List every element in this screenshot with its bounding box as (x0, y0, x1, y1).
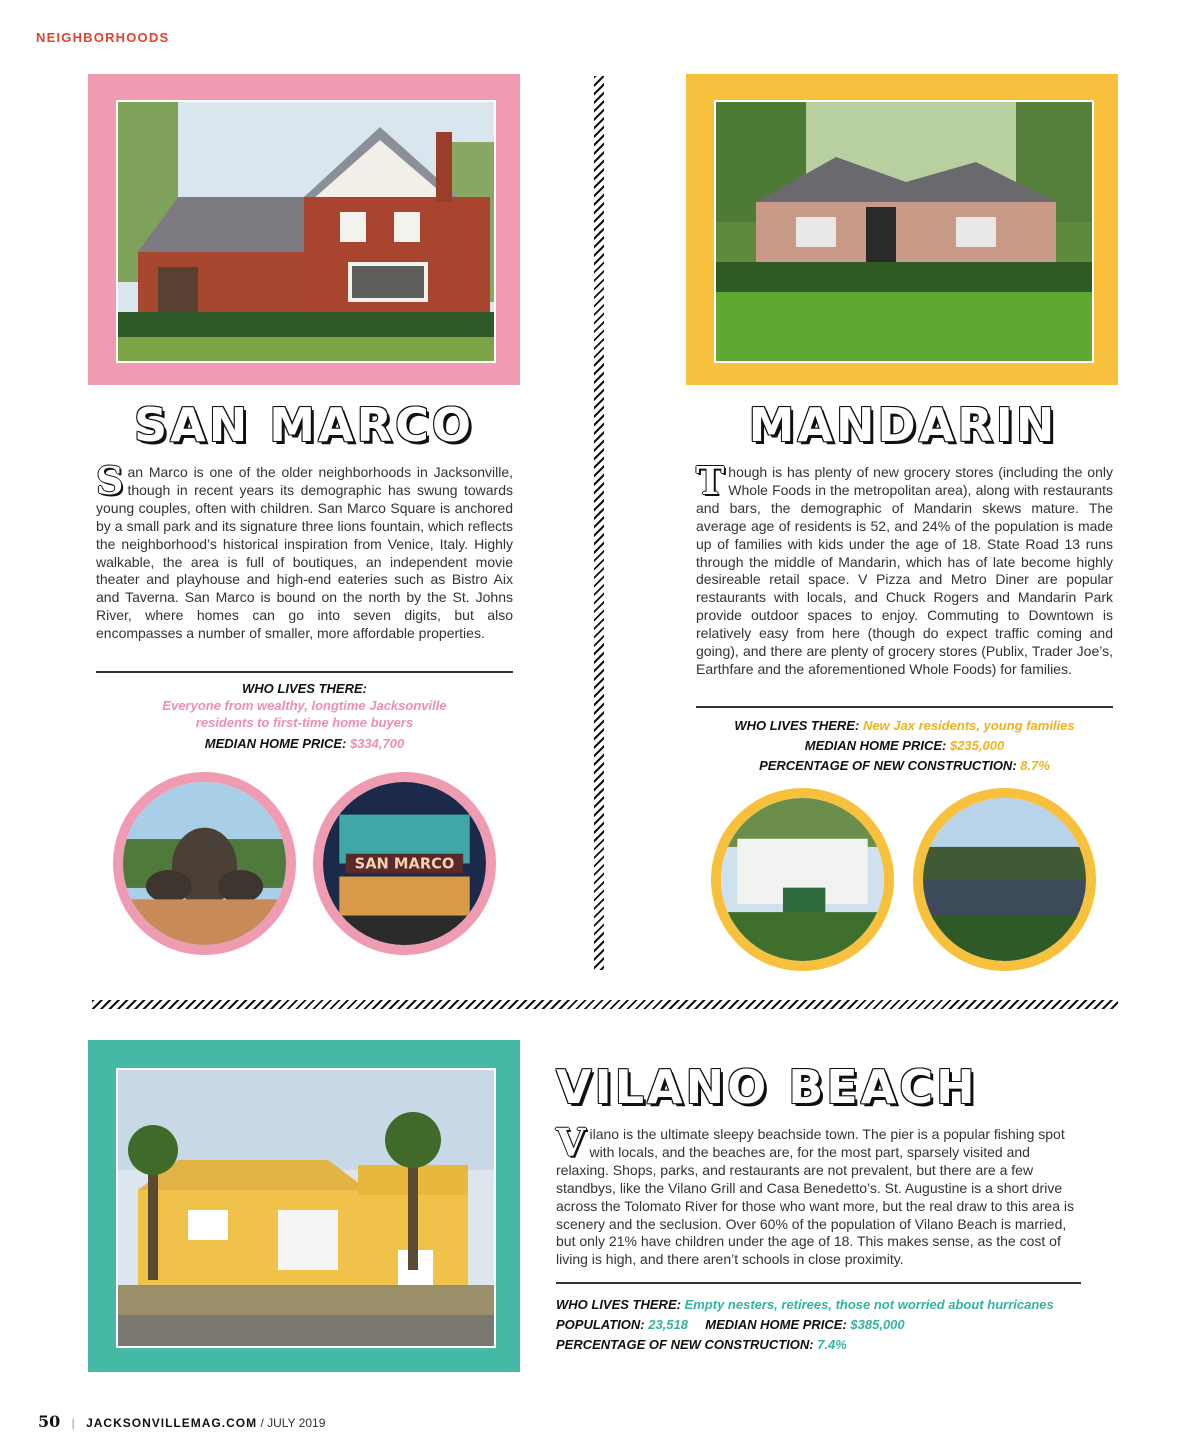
mandarin-dropcap: T (696, 458, 725, 503)
vilano-photo-frame (88, 1040, 520, 1372)
section-label: NEIGHBORHOODS (36, 30, 170, 45)
mandarin-photo-frame (686, 74, 1118, 385)
vilano-who-label: WHO LIVES THERE: (556, 1297, 681, 1312)
mandarin-price-label: MEDIAN HOME PRICE: (804, 738, 947, 753)
mandarin-price-value: $235,000 (949, 738, 1005, 753)
san-marco-theater-photo (313, 772, 496, 955)
vilano-body-text: ilano is the ultimate sleepy beachside town. The pier is a popular fishing spot with locals, and the beaches are, for the most part, sparsely visited and relaxing. Shops, parks, and restaurants are not prevalent, but there are a few standbys, like the Vilano Grill and Casa Benedetto’s. St. Augustine is a short drive across the Tolomato River for those who want more, but the real draw to this area is scenery and the seclusion. Over 60% of the population of Vilano Beach is married, but only 21% have children under the age of 18. This makes sense, as the cost of living is high, and there aren’t schools in close proximity. (556, 1126, 1074, 1268)
san-marco-price-label: MEDIAN HOME PRICE: (204, 736, 347, 751)
san-marco-who-value-2: residents to first-time home buyers (195, 715, 414, 730)
san-marco-body (96, 458, 513, 643)
vilano-info (556, 1295, 1116, 1355)
san-marco-house-photo (116, 100, 496, 363)
footer-separator: | (71, 1416, 75, 1430)
vertical-divider (594, 76, 604, 970)
lake-photo (913, 788, 1096, 971)
vilano-price-label: MEDIAN HOME PRICE: (705, 1317, 847, 1332)
mandarin-construction-label: PERCENTAGE OF NEW CONSTRUCTION: (759, 758, 1017, 773)
theater-sign-text: SAN MARCO (354, 855, 455, 873)
mandarin-rule (696, 706, 1113, 708)
san-marco-photo-frame (88, 74, 520, 385)
mandarin-who-label: WHO LIVES THERE: (734, 718, 860, 733)
san-marco-dropcap: S (96, 458, 124, 503)
san-marco-who-label: WHO LIVES THERE: (242, 681, 367, 696)
vilano-price-value: $385,000 (850, 1317, 905, 1332)
mandarin-house-photo (714, 100, 1094, 363)
footer-issue: / JULY 2019 (260, 1416, 326, 1430)
vilano-population-value: 23,518 (648, 1317, 688, 1332)
page-footer (38, 1412, 325, 1431)
mandarin-title: MANDARIN (748, 398, 1058, 452)
historical-society-photo (711, 788, 894, 971)
san-marco-body-text: an Marco is one of the older neighborhoods in Jacksonville, though in recent years its demographic has swung towards young couples, often with children. San Marco Square is anchored by a small park and its signature three lions fountain, which reflects the neighborhood’s historical inspiration from Venice, Italy. Highly walkable, the area is full of boutiques, an independent movie theater and playhouse and high-end eateries such as Bistro Aix and Taverna. San Marco is bound on the north by the St. Johns River, where homes can go into seven digits, but also encompasses a number of smaller, more affordable properties. (96, 464, 513, 642)
page-number: 50 (38, 1412, 61, 1431)
vilano-title: VILANO BEACH (556, 1060, 978, 1114)
vilano-population-label: POPULATION: (556, 1317, 645, 1332)
mandarin-info (696, 716, 1113, 776)
mandarin-body-text: hough is has plenty of new grocery stores (including the only Whole Foods in the metropolitan area), along with restaurants and bars, the demographic of Mandarin skews mature. The average age of residents is 52, and 24% of the population is made up of families with kids under the age of 18. State Road 13 runs through the middle of Mandarin, which has of late become highly desireable retail space. V Pizza and Metro Diner are popular restaurants with locals, and Chuck Rogers and Mandarin Park provide outdoor spaces to enjoy. Commuting to Downtown is relatively easy from here (though do expect traffic coming and going), and there are plenty of grocery stores (Publix, Trader Joe’s, Earthfare and the aforementioned Whole Foods) for families. (696, 464, 1113, 677)
mandarin-construction-value: 8.7% (1020, 758, 1050, 773)
san-marco-title: SAN MARCO (134, 398, 474, 452)
san-marco-info (96, 680, 513, 752)
vilano-dropcap: V (556, 1120, 586, 1165)
horizontal-divider (92, 1000, 1118, 1009)
vilano-construction-value: 7.4% (817, 1337, 847, 1352)
vilano-construction-label: PERCENTAGE OF NEW CONSTRUCTION: (556, 1337, 814, 1352)
mandarin-who-value: New Jax residents, young families (862, 718, 1075, 733)
vilano-rule (556, 1282, 1081, 1284)
mandarin-body (696, 458, 1113, 679)
san-marco-rule (96, 671, 513, 673)
san-marco-price-value: $334,700 (349, 736, 405, 751)
vilano-body (556, 1120, 1081, 1269)
vilano-who-value: Empty nesters, retirees, those not worried about hurricanes (684, 1297, 1054, 1312)
footer-site: JACKSONVILLEMAG.COM (86, 1416, 258, 1430)
vilano-house-photo (116, 1068, 496, 1348)
lions-fountain-photo (113, 772, 296, 955)
san-marco-who-value-1: Everyone from wealthy, longtime Jacksonville (162, 698, 447, 713)
